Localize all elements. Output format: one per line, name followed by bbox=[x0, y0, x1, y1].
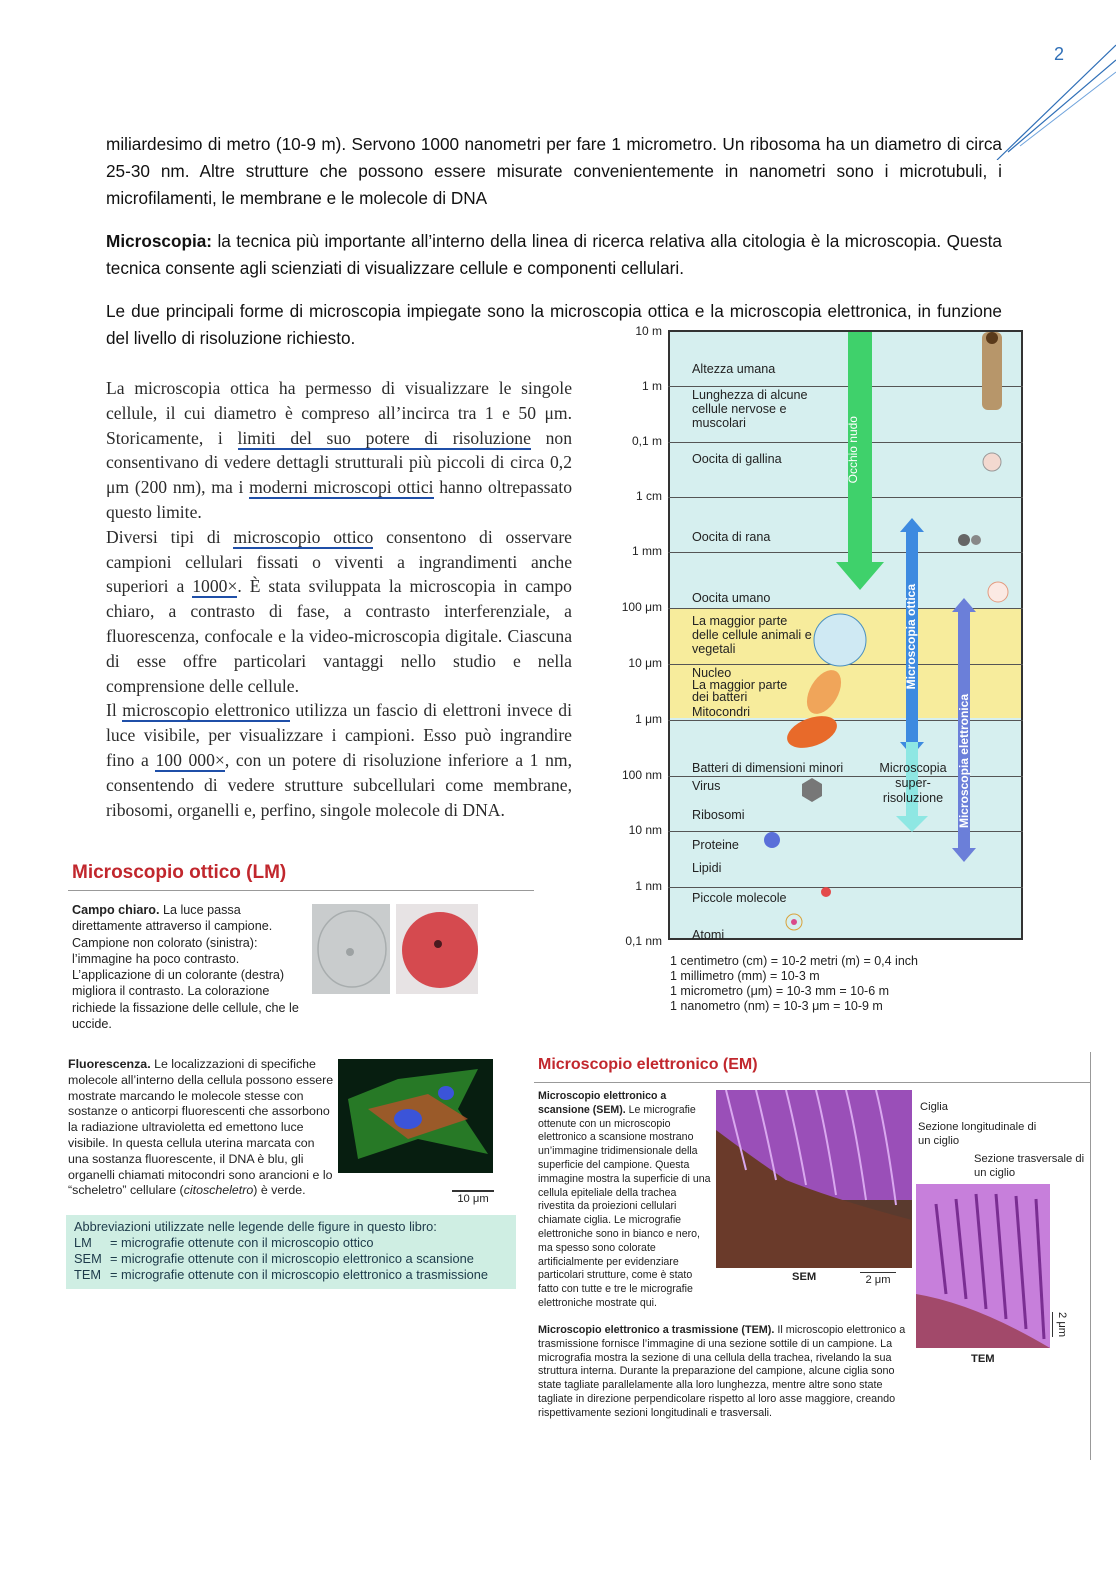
item-label: Piccole molecole bbox=[692, 891, 787, 905]
em-divider bbox=[534, 1082, 1090, 1083]
abbr-value: = micrografie ottenute con il microscopio ottico bbox=[110, 1235, 374, 1250]
tick-label: 10 nm bbox=[628, 823, 662, 837]
transverse-section-label: Sezione trasversale di un ciglio bbox=[974, 1153, 1085, 1179]
naked-eye-arrow-label: Occhio nudo bbox=[846, 416, 860, 484]
conversion-line: 1 nanometro (nm) = 10-3 μm = 10-9 m bbox=[670, 999, 883, 1013]
item-label: Batteri di dimensioni minori bbox=[692, 761, 844, 775]
tem-term: Microscopio elettronico a trasmissione (TEM). bbox=[538, 1324, 775, 1336]
fluorescence-caption bbox=[68, 1057, 334, 1199]
electron-arrow-label: Microscopia elettronica bbox=[957, 694, 971, 829]
abbr-key: TEM bbox=[74, 1267, 102, 1282]
book-underline-3: microscopio ottico bbox=[233, 526, 374, 547]
stained-cell-image bbox=[396, 904, 478, 994]
paragraph-intro: miliardesimo di metro (10-9 m). Servono 1000 nanometri per fare 1 micrometro. Un ribosoma ha un diametro di circa 25-30 nm. Altre strutture che possono essere misurate convenientemente in nanometri sono i microtubuli, i microfilamenti, le membrane e le molecole di DNA bbox=[106, 134, 1002, 208]
sem-label: SEM bbox=[792, 1271, 817, 1283]
item-label: Mitocondri bbox=[692, 705, 751, 719]
abbr-key: SEM bbox=[74, 1251, 102, 1266]
item-label: Virus bbox=[692, 779, 721, 793]
item-label: La maggior parte dei batteri bbox=[692, 678, 788, 704]
abbr-value: = micrografie ottenute con il microscopio elettronico a trasmissione bbox=[110, 1267, 489, 1282]
book-text-2: non consentivano di vedere dettagli strutturali più piccoli di circa 0,2 μm (200 nm), ma i bbox=[106, 427, 572, 498]
fluorescence-term: Fluorescenza. bbox=[68, 1057, 151, 1071]
tem-caption bbox=[538, 1324, 906, 1421]
book-text-4a: Diversi tipi di bbox=[106, 526, 234, 547]
super-resolution-label: Microscopia super-risoluzione bbox=[879, 761, 947, 805]
fluorescence-text: Le localizzazioni di specifiche molecole all’interno della cellula possono essere mostrate marcando le molecole stesse con sostanze o anticorpi fluorescenti che assorbono la radiazione ultravioletta ed emettono luce visibile. In questa cellula uterina marcata con una sostanza fluorescente, il DNA è blu, gli organelli chiamati mitocondri sono arancioni e lo “scheletro” cellulare ( bbox=[68, 1057, 334, 1198]
sem-scale-bar: 2 μm bbox=[860, 1272, 896, 1287]
book-underline-4: 1000× bbox=[192, 576, 238, 597]
forms-text: Le due principali forme di microscopia impiegate sono la microscopia ottica e la microscopia elettronica, in funzione del livello di risoluzione richiesto. bbox=[106, 301, 1002, 348]
lm-title: Microscopio ottico (LM) bbox=[72, 862, 287, 883]
book-text-1: La microscopia ottica ha permesso di visualizzare le singole cellule, il cui diametro è compreso all’incirca tra 1 e 50 μm. Storicamente, i bbox=[106, 378, 572, 448]
abbreviations-box bbox=[66, 1215, 516, 1289]
microscopy-definition: la tecnica più importante all’interno della linea di ricerca relativa alla citologia è la microscopia. Questa tecnica consente agli scienziati di visualizzare cellule e componenti cellulari. bbox=[106, 231, 1002, 278]
sem-caption bbox=[538, 1090, 712, 1311]
microscopy-term: Microscopia: bbox=[106, 231, 213, 251]
sem-term: Microscopio elettronico a scansione (SEM). bbox=[538, 1090, 667, 1116]
conversion-line: 1 micrometro (μm) = 10-3 mm = 10-6 m bbox=[670, 984, 890, 998]
corner-decoration bbox=[996, 0, 1116, 160]
item-label: Oocita umano bbox=[692, 591, 771, 605]
sem-text: Le micrografie ottenute con un microscopio elettronico a scansione mostrano un’immagine tridimensionale della superficie del campione. Questa immagine mostra la superficie di una cellula epiteliale della trachea rivestita da proiezioni cellulari chiamate ciglia. Le micrografie elettroniche sono in bianco e nero, ma spesso sono colorate artificialmente per evidenziare particolari strutture, come è stato fatto con tutte e tre le micrografie elettroniche mostrate qui. bbox=[538, 1103, 711, 1309]
tick-label: 0,1 nm bbox=[625, 934, 662, 948]
book-excerpt bbox=[106, 376, 572, 822]
book-text-4c: . È stata sviluppata la microscopia in campo chiaro, a contrasto di fase, a contrasto interferenziale, a fluorescenza, confocale e la video-microscopia digitale. Ciascuna di esse offre particolari vantaggi nello studio e nella comprensione delle cellule. bbox=[106, 576, 572, 696]
tem-label: TEM bbox=[971, 1353, 995, 1365]
tem-scale-bar: 2 μm bbox=[1052, 1312, 1069, 1337]
book-underline-6: 100 000× bbox=[155, 749, 225, 770]
tem-image bbox=[916, 1184, 1050, 1348]
item-label: Altezza umana bbox=[692, 362, 776, 376]
lm-box bbox=[62, 858, 534, 1038]
range-arrows bbox=[612, 322, 1032, 942]
tick-label: 10 m bbox=[635, 324, 662, 338]
unstained-cell-image bbox=[312, 904, 390, 994]
brightfield-caption bbox=[72, 902, 308, 1032]
fluorescence-image bbox=[338, 1059, 493, 1173]
tick-label: 100 nm bbox=[621, 768, 662, 782]
item-label: Lipidi bbox=[692, 861, 722, 875]
tick-label: 1 m bbox=[641, 379, 662, 393]
size-scale-chart bbox=[612, 322, 1032, 1042]
book-text-3: hanno oltrepassato questo limite. bbox=[106, 477, 573, 522]
sem-image bbox=[716, 1090, 912, 1268]
naked-eye-arrow bbox=[836, 332, 884, 590]
abbr-row bbox=[74, 1235, 508, 1251]
page-number: 2 bbox=[1053, 44, 1064, 64]
conversion-line: 1 millimetro (mm) = 10-3 m bbox=[670, 969, 820, 983]
tick-label: 1 mm bbox=[632, 544, 662, 558]
tick-label: 100 μm bbox=[621, 600, 662, 614]
book-underline-5: microscopio elettronico bbox=[122, 700, 291, 721]
tem-text: Il microscopio elettronico a trasmissione fornisce l’immagine di una sezione sottile di un campione. La micrografia mostra la sezione di una cellula della trachea, rivelando la sua struttura interna. Durante la preparazione del campione, alcune ciglia sono state tagliate parallelamente alla loro lunghezza, mentre altre sono state tagliate in direzione perpendicolare rispetto al loro asse maggiore, creando rispettivamente sezioni longitudinali e trasversali. bbox=[538, 1324, 906, 1419]
unit-conversions bbox=[670, 954, 918, 1014]
optical-arrow-label: Microscopia ottica bbox=[904, 584, 918, 690]
item-label: Oocita di rana bbox=[692, 530, 771, 544]
tick-label: 0,1 m bbox=[631, 434, 662, 448]
item-label: Atomi bbox=[692, 928, 725, 942]
item-label: Ribosomi bbox=[692, 808, 745, 822]
book-text-4b: consentono di osservare campioni cellulari fissati o viventi a ingrandimenti anche superiori a bbox=[106, 526, 572, 597]
abbr-row bbox=[74, 1251, 508, 1267]
conversion-line: 1 centimetro (cm) = 10-2 metri (m) = 0,4 inch bbox=[670, 954, 918, 968]
em-box bbox=[534, 1052, 1091, 1460]
book-underline-1: limiti del suo potere di risoluzione bbox=[237, 427, 531, 448]
tick-label: 1 cm bbox=[635, 489, 662, 503]
item-label: Lunghezza di alcune cellule nervose e muscolari bbox=[692, 388, 808, 430]
tick-label: 10 μm bbox=[628, 656, 662, 670]
book-text-5c: , con un potere di risoluzione inferiore a 1 nm, consentendo di vedere strutture subcellulari come membrane, ribosomi, organelli e, perfino, singole molecole di DNA. bbox=[106, 749, 572, 820]
book-underline-2: moderni microscopi ottici bbox=[249, 477, 434, 498]
longitudinal-section-label: Sezione longitudinale di un ciglio bbox=[918, 1121, 1037, 1147]
abbr-value: = micrografie ottenute con il microscopio elettronico a scansione bbox=[110, 1251, 474, 1266]
item-label: La maggior parte delle cellule animali e vegetali bbox=[692, 614, 812, 656]
abbreviations-header: Abbreviazioni utilizzate nelle legende delle figure in questo libro: bbox=[74, 1219, 437, 1234]
item-label: Oocita di gallina bbox=[692, 452, 782, 466]
em-title: Microscopio elettronico (EM) bbox=[538, 1056, 758, 1073]
brightfield-term: Campo chiaro. bbox=[72, 903, 160, 917]
paragraph-microscopy bbox=[106, 228, 1002, 282]
tick-label: 1 nm bbox=[635, 879, 662, 893]
lm-divider bbox=[68, 890, 534, 891]
abbr-row bbox=[74, 1267, 508, 1283]
item-label: Nucleo bbox=[692, 666, 732, 680]
abbr-key: LM bbox=[74, 1235, 92, 1250]
book-text-5b: utilizza un fascio di elettroni invece di luce visibile, per visualizzare i campioni. Esso può ingrandire fino a bbox=[106, 700, 572, 770]
ciglia-label: Ciglia bbox=[920, 1101, 948, 1113]
cytoskeleton-term: citoscheletro bbox=[183, 1183, 254, 1198]
fluorescence-end: ) è verde. bbox=[253, 1183, 306, 1198]
item-label: Proteine bbox=[692, 838, 739, 852]
book-text-5a: Il bbox=[106, 700, 123, 721]
fluorescence-scale-bar: 10 μm bbox=[452, 1190, 494, 1206]
brightfield-text: La luce passa direttamente attraverso il campione. Campione non colorato (sinistra): l’immagine ha poco contrasto. L’applicazione di un colorante (destra) migliora il contrasto. La colorazione richiede la fissazione delle cellule, che le uccide. bbox=[72, 903, 299, 1032]
tick-label: 1 μm bbox=[635, 712, 662, 726]
